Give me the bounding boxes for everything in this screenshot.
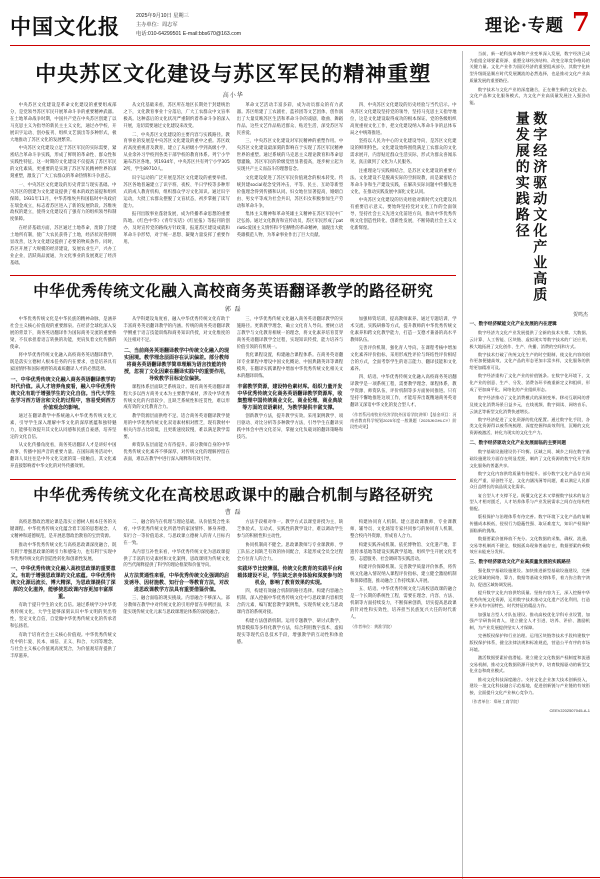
paragraph: 识字运动的广泛开展是苏区文化建设的重要举措。苏区各地普遍建立了识字班、夜校、半日学校等多种形式的成人教育机构，组织群众学习文化知识。通过识字运动，大批工农群众摆脱了文盲状态，初步掌握了读写能力。 — [123, 175, 230, 209]
article-headline: 中华优秀传统文化融入高校商务英语翻译教学的路径研究 — [33, 281, 434, 301]
paragraph: 数字基础设施建设仍不均衡。区域之间、城乡之间在数字基础设施建设方面存在明显差距，制约了文化资源的数字化开发和文化服务的普惠共享。 — [469, 449, 590, 468]
paragraph: 中央苏区文化建设的历史经验对新时代文化建设具有重要启示意义。要始终坚持党对文化工作的全面领导，坚持社会主义先进文化前进方向，推动中华优秀传统文化创造性转化、创新性发展，不断铸就社会主义文化新辉煌。 — [350, 198, 457, 231]
column — [237, 103, 343, 269]
paragraph: 中华优秀传统文化是中华民族的精神命脉，是涵养社会主义核心价值观的重要源泉。在经济全球化深入发展的背景下，商务英语翻译作为国际商务交流的重要桥梁，不仅承担着语言转换的功能，更肩负着文化传播的使命。 — [10, 316, 117, 350]
subheading: 一、中华优秀传统文化融入商务英语翻译教学的时代价值。从人才培养角度看，融入中华优秀传统文化有助于增强学生的文化自信。当代大学生在学习西方语言和文化的过程中，容易受到西方价值观念的影响。 — [10, 376, 116, 411]
paragraph: 构建方法创新机制。运用专题教学、研讨式教学、情景模拟等多样化教学方法，综合利用数字技术、虚拟现实等现代信息技术手段，增强教学的互动性和体验感。 — [236, 618, 344, 645]
paragraph: 强化数字基础设施建设。加快推进新型基础设施建设，完善文化领域的网络、算力、数据等基础支撑体系，着力弥合数字鸿沟，促进区域协调发展。 — [469, 568, 590, 587]
paragraph: 完善评价机制，强化育人导向。在课程考核中增加文化素养评价指标，采用形成性评价与终结性评价相结合的方式，全面考察学生的语言能力、翻译技能和文化素养。 — [350, 346, 457, 372]
paragraph: 有助于培育社会主义核心价值观。中华优秀传统文化中的仁爱、民本、诚信、正义、和合、大同等理念，与社会主义核心价值观高度契合，为价值观培育提供了丰厚滋养。 — [10, 632, 117, 659]
paragraph: 优化课程设置，构建融合课程体系。在商务英语翻译专业课程中增设中国文化概论、中国典籍英译等课程模块，在翻译实践课程中增加中华优秀传统文化相关文本的翻译训练。 — [236, 353, 344, 379]
paragraph: 推动文化科技深度融合。支持文化企业加大技术创新投入，建设一批文化科技融合示范基地，促进创新链与产业链的有效衔接，全面提升文化产业核心竞争力。 — [469, 676, 590, 696]
paragraph: 数字技术打破了传统文化生产的时空限制，使文化内容的创作更加便捷高效，文化产品的形态更加丰富多样，文化服务的供给更加精准可及。 — [469, 351, 590, 371]
paragraph: 数字技术与文化产业的深度融合，正在催生新的文化业态、文化产品和文化服务模式，为文化产业高质量发展注入强劲动能。 — [469, 86, 590, 106]
article-headline: 中央苏区文化建设与苏区军民的精神重塑 — [35, 61, 432, 86]
paragraph: 复合型人才支撑不足。既懂文化艺术又掌握数字技术的复合型人才相对匮乏，人才培养体系与产业发展需求之间存在结构性错配。 — [469, 492, 590, 511]
paragraph: 构建评价保障机制。完善教学质量评价体系，将传统文化融入情况纳入课程评价指标，建立健全激励机制和保障措施，推动融合工作持续深入开展。 — [350, 564, 457, 584]
paragraph: 师资队伍层面能力有待提升。部分教师自身的中华优秀传统文化素养不够深厚，对传统文化的理解停留在表面，难以在教学中进行深入阐释和有效引导。 — [123, 443, 230, 463]
feature-body — [469, 321, 590, 697]
paragraph: 数字经济重构了文化产业的价值链条。在数字化环境下，文化产业的创意、生产、分发、消费各环节被重新定义和组织，形成了更加扁平化、网络化的产业组织形态。 — [469, 373, 590, 392]
paragraph: 数字经济推动了文化消费模式的深刻变革。移动互联网的普及使文化消费场景日益多元，在线视频、数字阅读、网络音乐、云演艺等新型文化消费快速增长。 — [469, 395, 590, 414]
paragraph: 数字经济促进了文化资源的优化配置。通过数字化手段，各类文化资源得以被系统梳理、深度挖掘和高效利用，沉睡的文化资源被激活，转化为现实的文化生产力。 — [469, 416, 590, 436]
feature-byline: 贺鸣杰 — [572, 311, 588, 318]
paragraph: 版权保护与治理体系有待完善。数字环境下文化产品的复制传播成本极低，侵权行为隐蔽性强、取证难度大，知识产权保护面临新的挑战。 — [469, 514, 590, 533]
column — [237, 520, 343, 662]
column — [237, 317, 343, 473]
article-byline: 高小华 — [222, 93, 244, 100]
article-columns — [10, 520, 456, 662]
section-name: 理论·专题 — [484, 15, 564, 36]
paragraph: 构建实践养成机制。依托博物馆、文化遗产地、非遗传承基地等建设实践教学基地，组织学生开展文化考察、志愿服务、社会调研等实践活动。 — [350, 542, 457, 562]
divider — [10, 479, 456, 480]
paragraph: 数据要素价值释放不充分。文化数据的采集、确权、流通、交易等机制尚不健全，数据孤岛现象普遍存在，数据要素的乘数效应未能充分发挥。 — [469, 535, 590, 555]
paragraph: 从文化基础来看，苏区所在地区长期处于封建统治之下，文化教育事业十分落后，广大工农群众中文盲率极高。这种落后的文化状况严重制约着革命斗争的深入开展，迫切需要通过文化建设来改变。 — [123, 103, 230, 130]
paragraph: 二、中央苏区文化建设的主要内容与实践路径。教育事业的发展是中央苏区文化建设的重中之重。苏区政府高度重视普及教育，建立了从初级小学到高级小学、从业余补习学校到各类干部学校的教育体系。列宁小学遍布苏区各地，到1934年，中央苏区共有列宁小学3052所，学生89710人。 — [123, 132, 230, 173]
publication-logo: 中国文化报 — [10, 14, 120, 39]
column — [10, 520, 116, 662]
page-number: 7 — [571, 8, 590, 38]
subheading: 实践环节比较薄弱。传统文化教育的实践平台和载体建设不足，学生缺乏亲身体验和深度参与的机会，影响了教育效果的实现。 — [237, 566, 343, 587]
masthead — [10, 8, 590, 46]
paragraph: 一、中央苏区文化建设的历史背景与现实基础。中央苏区的创建为文化建设提供了根本的政治前提和组织保障。1931年11月，中华苏维埃共和国临时中央政府在瑞金成立，标志着苏区进入了新的发展阶段。苏维埃政权的建立，使得文化建设有了强有力的组织领导和制度保障。 — [10, 182, 117, 223]
main-content — [10, 51, 456, 879]
paragraph: 四、中央苏区文化建设的历史经验与当代启示。中央苏区文化建设坚持党的领导，坚持马克思主义指导地位，这是文化建设取得成功的根本保证。党的各级组织高度重视文化工作，把文化建设纳入革命斗争的总体布局之中统筹推进。 — [350, 103, 457, 136]
column — [350, 520, 456, 662]
paragraph: 当前，新一轮科技革命和产业变革深入发展，数字经济已成为重组全球要素资源、重塑全球经济结构、改变全球竞争格局的关键力量。文化产业作为国民经济的重要组成部分，其数字化转型升级既是顺应时代发展潮流的必然选择，也是推动文化产业高质量发展的重要路径。 — [469, 51, 590, 83]
feature-column — [462, 51, 590, 879]
paragraph: 三、融合面临的现实挑战。内容融合不够深入。部分教师在教学中对传统文化的引用停留在举例层面，未能实现传统文化元素与思政课理论体系的深度融合。 — [123, 596, 230, 616]
paragraph: 在经济基础方面，苏区通过土地革命，废除了封建土地所有制，使广大农民获得了土地，经济状况得到明显改善，这为文化建设提供了必要的物质条件。同时，苏区开展了大规模的经济建设，发展农业生产，兴办工业企业，活跃商品流通，为文化事业的发展奠定了经济基础。 — [10, 225, 117, 266]
paragraph: 报刊出版事业蓬勃发展，成为传播革命思想的重要阵地。《红色中华》《青年实话》《红星报》等报刊的创办，及时宣传党的路线方针政策，报道苏区建设成就和革命斗争形势，对于统一思想、凝聚力量发挥了重要作用。 — [123, 211, 230, 245]
subheading: 一、中华优秀传统文化融入高校思政课的重要意义。有助于增强思政课的文化底蕴。中华优秀传统文化源远流长、博大精深，为思政课提供了深厚的文化滋养，能够使思政课内容更加丰富厚重。 — [10, 566, 116, 601]
paragraph: 中央苏区文化建设立足于苏区军民的实际需要，紧密结合革命斗争实践，形成了鲜明的革命性、群众性和实践性特征。这一时期的文化建设不仅提高了苏区军民的文化素质，更重要的是实现了苏区军民精神世界的深刻重塑，激发了广大工农群众的革命热情和斗争意志。 — [10, 146, 117, 180]
paragraph: 数字文化内容供给质量有待提升。部分数字文化产品存在同质化严重、原创性不足、文化内涵浅薄等问题，难以满足人民群众日益增长的高品质文化需求。 — [469, 470, 590, 490]
subheading: 二、当前商务英语翻译教学中传统文化融入的现实困境。教学理念层面存在认识偏差。部分教师将商务英语翻译教学简单理解为语言技能的传授，忽视了文化因素在翻译实践中的重要作用，导致教学目标定位偏狭。 — [124, 347, 230, 382]
feature-subheading: 二、数字经济驱动文化产业发展面临的主要问题 — [469, 440, 566, 446]
paragraph: 革命文艺活动丰富多彩，成为动员群众的有力武器。苏区组建了工农剧社、蓝衫团等文艺团体，创作演出了大量反映苏区生活和革命斗争的戏剧、歌曲、舞蹈作品。这些文艺作品贴近群众、贴近生活，深受苏区军民喜爱。 — [236, 103, 344, 136]
contact-info: 电话:010-64299501 E-mail:bbs670@163.com — [136, 31, 242, 38]
paragraph: 有助于提升学生的文化自信。通过系统学习中华优秀传统文化，大学生能够深刻认识中华文明的突出特性，坚定文化自信，自觉做中华优秀传统文化的传承者和弘扬者。 — [10, 603, 117, 630]
article-headline: 中华优秀传统文化在高校思政课中的融合机制与路径研究 — [33, 484, 434, 504]
subheading: 丰富教学资源，建设特色素材库。组织力量开发中华优秀传统文化商务英语翻译教学资源库，收集整理中国传统商业文化、商业伦理、商业典故等方面的双语素材，为教学提供丰富支撑。 — [237, 383, 343, 411]
article-byline: 郭 磊 — [224, 306, 242, 313]
masthead-meta — [136, 8, 485, 39]
column — [123, 103, 229, 269]
paragraph: 激活数据要素价值潜能。建立健全文化数据产权制度和流通交易机制，推动文化数据资源开放共享，培育数据驱动的新型文化业态和商业模式。 — [469, 654, 590, 674]
article-columns — [10, 103, 456, 269]
publication-date: 2025年9月10日 星期三 — [136, 13, 189, 19]
paragraph: 二、融合的内在机理与理论基础。从价值契合性来看，中华优秀传统文化所倡导的家国情怀、修身养德、知行合一等价值追求，与思政课立德树人的育人目标内在一致。 — [123, 520, 230, 547]
column — [123, 520, 229, 662]
paragraph: 文化建设促进了苏区军民价值观念的根本转变。传统封建social观念受到冲击，平等、民主、互助等新型价值理念得到传播和认同。妇女地位显著提高，婚姻自由、男女平等成为社会共识，苏区妇女积极参加生产劳动和革命斗争。 — [236, 175, 344, 209]
article-footnote: （作者单位：黄淮学院） — [350, 624, 395, 630]
paragraph: 构建协同育人机制。建立思政课教师、专业课教师、辅导员、文化场馆专家共同参与的协同育人机制，整合校内外资源，形成育人合力。 — [350, 520, 457, 540]
feature-subheading: 三、数字经济驱动文化产业高质量发展的实践路径 — [469, 560, 571, 565]
paragraph: 五、结语。中华优秀传统文化与高校思政课的融合是一个长期的系统性工程，需要在理念、内容、方法、机制等方面持续发力，不断探索创新，切实提高思政课的针对性和实效性，培养担当民族复兴大任的时代新人。 — [350, 587, 457, 621]
paragraph: 创新教学方法，提升教学实效。采用案例教学、项目驱动、对比分析等多种教学方法，引导学生在翻译实践中体会中西文化差异，掌握文化负载词的翻译策略和技巧。 — [236, 413, 344, 440]
article-byline: 曹 磊 — [224, 510, 242, 517]
feature-headline: 数字经济驱动文化产业高质量发展的实践路径 — [513, 110, 548, 303]
paragraph: 三、中央苏区文化建设对军民精神的重塑作用。中央苏区文化建设最深刻的影响在于实现了苏区军民精神世界的重塑。通过系统的马克思主义理论教育和革命思想灌输，苏区军民的阶级觉悟显著提高，逐步树立起为实现共产主义而奋斗的理想信念。 — [236, 139, 344, 173]
article-second — [10, 282, 456, 472]
article-third — [10, 486, 456, 662]
paragraph: 加强复合型人才队伍建设。推动高校优化学科专业设置，加强产学研协同育人，建立健全人才引进、培养、评价、激励机制，为产业发展提供坚实人才保障。 — [469, 611, 590, 631]
paragraph: 提升数字文化内容供给质量。坚持内容为王，深入挖掘中华优秀传统文化资源，运用数字技术推动文化遗产活化利用，打造更多具有中国特色、时代特征的精品力作。 — [469, 590, 590, 609]
column — [350, 103, 456, 269]
paragraph: 坚持以人民为中心的文化建设导向，是苏区文化建设的鲜明特色。文化建设始终围绕满足工农群众的文化需求展开，内容贴近群众生活实际，形式为群众喜闻乐见，真正做到了文化为人民服务。 — [350, 139, 457, 166]
paragraph: 从学科建设角度看，融入中华优秀传统文化有助于丰富商务英语翻译教学的内涵。传统的商务英语翻译教学侧重于语言技能训练和商务知识传授，对文化维度的关注相对不足。 — [123, 316, 230, 343]
column — [10, 103, 116, 269]
paragraph: 将中华优秀传统文化融入高校商务英语翻译教学，既是落实立德树人根本任务的内在要求，也是培养具有家国情怀和国际视野的高素质翻译人才的必然选择。 — [10, 353, 117, 372]
feature-lead-text — [469, 51, 590, 107]
paragraph: 方法手段相对单一。教学方式以课堂讲授为主，缺乏体验式、互动式、实践性的教学设计，难以调动学生参与的积极性和主动性。 — [236, 520, 344, 540]
paragraph: 从内容互补性来看，中华优秀传统文化为思政课提供了丰富的历史素材和文化案例，思政课则为传统文化的当代阐释提供了科学的理论框架和价值导向。 — [123, 549, 230, 569]
column — [10, 317, 116, 473]
paragraph: 从文化传播角度看，商务英语翻译人才是讲好中国故事、传播中国声音的重要力量。在国际商务活动中，翻译人员往往是中外文化交流的第一接触点，其文化素养直接影响着中华文化的对外传播效果。 — [10, 443, 117, 470]
paragraph: 中央苏区文化建设是革命文化建设的重要组成部分，是党领导苏区军民开展革命斗争的重要精神武器。在土地革命战争时期，中国共产党在中央苏区创建了以马克思主义为指导的新民主主义文化，通过办学校、开展识字运动、创办报刊、组织文艺演出等多种形式，极大地推动了苏区文化的发展繁荣。 — [10, 103, 117, 143]
article-footnote: （作者系河南牧业经济学院外国语学院讲师）【基金项目：河南省教育科学规划2025年度一般课题（2025JKGHLCY）阶段性成果】 — [350, 412, 457, 430]
paragraph: 四、构建有效融合机制的路径选择。构建内容融合机制。深入挖掘中华优秀传统文化中与思政课内容相契合的元素，编写配套教学案例集，实现传统文化与思政课内容的系统对接。 — [236, 589, 344, 616]
paragraph: 集体主义精神和革命英雄主义精神在苏区军民中广泛弘扬。通过文化教育和宣传动员，苏区军民形成了patriotic爱国主义情怀和不怕牺牲的革命精神，涌现出大批英雄模范人物，为革命事业作出了巨大贡献。 — [236, 211, 344, 238]
paragraph: 推动中华优秀传统文化与高校思政课深度融合，既有利于增强思政课的吸引力和感染力，也有利于实现中华优秀传统文化的创造性转化和创新性发展。 — [10, 542, 117, 562]
article-code: CEEVJ202507045-A-1 — [549, 707, 590, 713]
column — [123, 317, 229, 473]
masthead-section-block — [485, 8, 590, 36]
paragraph: 高校思想政治理论课是落实立德树人根本任务的关键课程。中华优秀传统文化蕴含着丰富的思想观念、人文精神和道德规范，是开展思想政治教育的宝贵资源。 — [10, 520, 117, 540]
article-columns — [10, 317, 456, 473]
paragraph: 注重理论与实践相结合，是苏区文化建设的重要方法。文化建设不是脱离实际的空洞说教，而是紧密结合革命斗争和生产建设实践，在解决实际问题中传播先进文化，在推动实践发展中深化文化认同。 — [350, 168, 457, 195]
paragraph: 协同机制尚不健全。思政课教师与专业课教师、学工队伍之间缺乏有效的协同配合，未能形成全员全过程全方位育人的合力。 — [236, 542, 344, 562]
paragraph: 通过在翻译教学中系统融入中华优秀传统文化元素，引导学生深入理解中华文化的深厚底蕴和独特魅力，能够有效提升其文化认同感和民族自豪感，培养坚定的文化自信。 — [10, 413, 117, 440]
paragraph: 课程体系层面缺乏系统设计。现有商务英语翻译课程大多以西方商务文本为主要教学素材，涉及中华优秀传统文化的内容较少，且缺乏系统性和连贯性，难以形成有效的文化教育合力。 — [123, 384, 230, 411]
paragraph: 数字经济为文化产业发展提供了全新的技术支撑。大数据、云计算、人工智能、区块链、虚拟现实等数字技术的广泛应用，极大地拓展了文化创作、生产、传播、消费的空间和方式。 — [469, 330, 590, 349]
paragraph: 教学资源层面供给不足。适合商务英语翻译教学使用的中华优秀传统文化双语素材相对匮乏，现有教材中相关内容占比较低，且更新速度较慢，难以满足教学需要。 — [123, 413, 230, 440]
paragraph: 加强师资培训，提高教师素养。通过专题培训、学术交流、实践研修等方式，提升教师的中华优秀传统文化素养和跨文化教学能力，打造一支德才兼备的高水平教师队伍。 — [350, 316, 457, 343]
feature-subheading: 一、数字经济赋能文化产业发展的内在逻辑 — [469, 321, 557, 327]
paragraph: 四、结语。中华优秀传统文化融入高校商务英语翻译教学是一项系统工程，需要教学理念、课程体系、教学资源、师资队伍、评价机制等多方面协同推进。只有坚持不懈地推进这项工作，才能培养出既精通商务英语翻译又深谙中华文化的复合型人才。 — [350, 375, 457, 409]
subheading: 从方法贯通性来看，中华优秀传统文化强调的启发诱导、因材施教、知行合一等教育方法，对改进思政课教学方法具有重要借鉴价值。 — [124, 573, 230, 594]
publisher-info: 主办单位：周志军 — [136, 22, 178, 29]
paragraph: 完善版权保护和行业治理。运用区块链等技术手段构建数字版权保护体系，健全法律法规和标准规范，营造公平有序的市场环境。 — [469, 633, 590, 652]
feature-footnote: （作者单位：郑州工商学院） — [469, 698, 522, 704]
article-lead — [10, 61, 456, 269]
column — [350, 317, 456, 473]
paragraph: 三、中华优秀传统文化融入商务英语翻译教学的实施路径。更新教学理念，确立文化育人导向。要树立语言教学与文化教育相统一的理念，将文化素养培育贯穿商务英语翻译教学全过程，实现知识传授、能力培养与价值引领的有机统一。 — [236, 316, 344, 350]
divider — [10, 275, 456, 276]
